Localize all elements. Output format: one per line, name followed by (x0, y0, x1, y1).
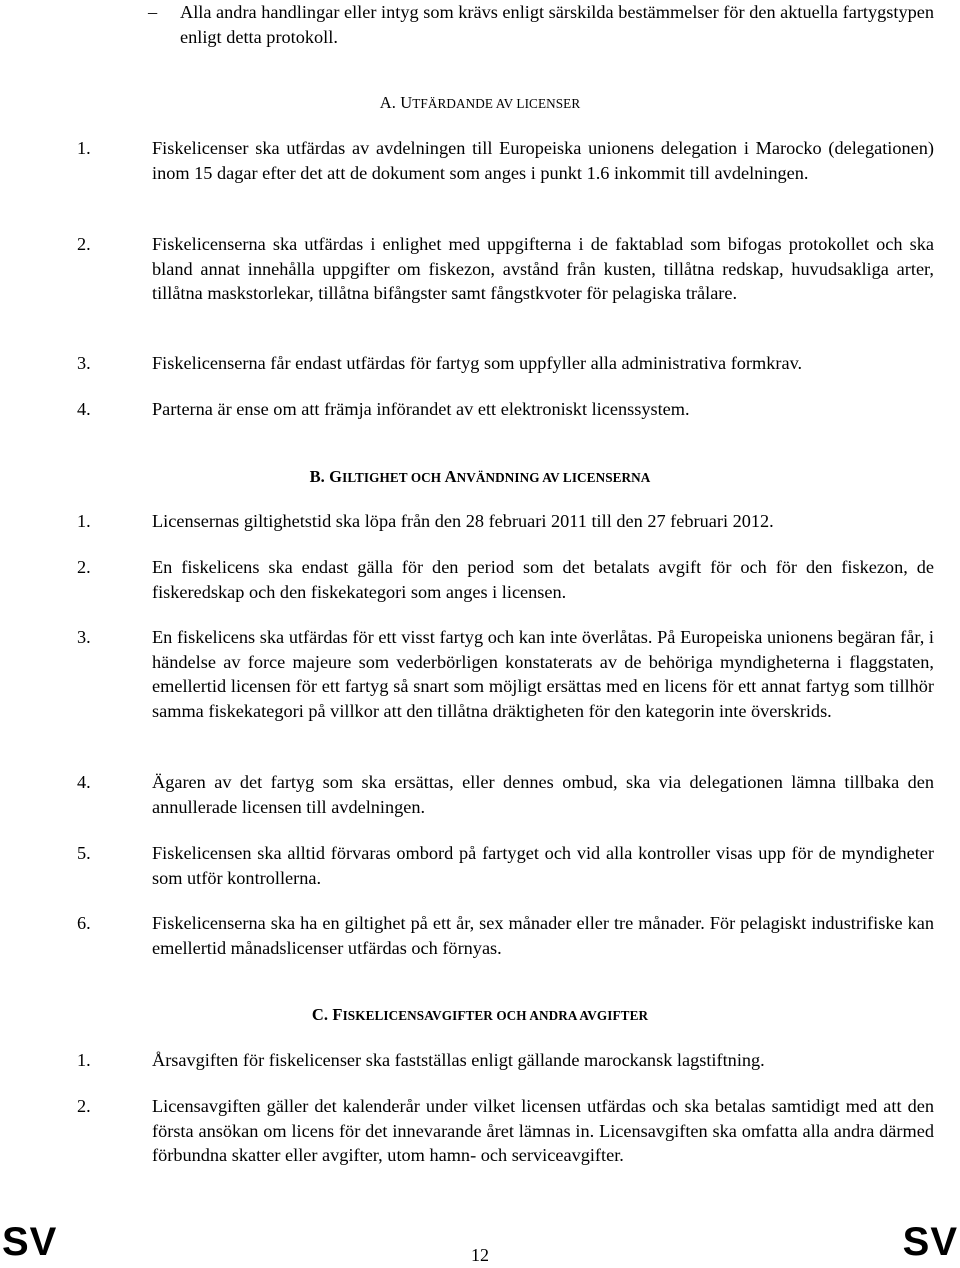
footer-language-left: SV (2, 1220, 58, 1264)
page-number: 12 (471, 1245, 489, 1265)
item-number: 1. (77, 1050, 91, 1070)
dash-marker: – (148, 2, 158, 22)
item-text: En fiskelicens ska endast gälla för den period som det betalats avgift för och för den fiskezon, de fiskeredskap och den fiskekategori som anges i licensen. (152, 557, 934, 602)
item-text: Fiskelicenserna ska utfärdas i enlighet med uppgifterna i de faktablad som bifogas protokollet och ska bland annat innehålla uppgifter om fiskezon, avstånd från kusten, tillåtna redskap, huvudsakliga arter, tillåtna maskstorlekar, tillåtna bifångster samt fångstkvoter för pelagiska trålare. (152, 234, 934, 303)
item-number: 4. (77, 399, 91, 419)
heading-initial: U (400, 93, 413, 112)
item-text: Fiskelicenserna får endast utfärdas för fartyg som uppfyller alla administrativa formkrav. (152, 353, 803, 373)
section-letter: C. (311, 1005, 329, 1024)
section-a-heading (0, 91, 960, 117)
footer-language-right: SV (902, 1220, 958, 1264)
section-b-heading (0, 465, 960, 491)
item-text: Fiskelicensen ska alltid förvaras ombord på fartyget och vid alla kontroller visas upp för de myndigheter som utför kontrollerna. (152, 843, 934, 888)
item-text: Årsavgiften för fiskelicenser ska fastställas enligt gällande marockansk lagstiftning. (152, 1050, 765, 1070)
heading-rest: ISKELICENSAVGIFTER (342, 1008, 497, 1023)
section-letter: A. (379, 93, 397, 112)
heading-initial: F (332, 1005, 343, 1024)
heading-rest: ILTIGHET (342, 470, 411, 485)
item-number: 1. (77, 138, 91, 158)
item-text: Ägaren av det fartyg som ska ersättas, eller dennes ombud, ska via delegationen lämna tillbaka den annullerade licensen till avdelningen. (152, 772, 934, 817)
item-text: En fiskelicens ska utfärdas för ett visst fartyg och kan inte överlåtas. På Europeiska unionens begäran får, i händelse av force majeure som vederbörligen konstaterats av de behöriga myndigheterna i flaggstaten, emellertid licensen för ett fartyg så snart som möjligt ersättas med en licens för ett annat fartyg som tillhör samma fiskekategori på villkor att den tillåtna dräktigheten för den kategorin inte överskrids. (152, 627, 934, 721)
item-number: 2. (77, 1096, 91, 1116)
section-letter: B. (309, 467, 325, 486)
item-text: Fiskelicenserna ska ha en giltighet på ett år, sex månader eller tre månader. För pelagiskt industrifiske kan emellertid månadslicenser utfärdas och förnyas. (152, 913, 934, 958)
heading-rest: ANDRA AVGIFTER (529, 1008, 649, 1023)
item-text: Licensernas giltighetstid ska löpa från den 28 februari 2011 till den 27 februari 2012. (152, 511, 774, 531)
section-c-heading (0, 1003, 960, 1029)
item-number: 3. (77, 627, 91, 647)
heading-initial: G (329, 467, 343, 486)
heading-rest: NVÄNDNING AV LICENSERNA (456, 470, 651, 485)
item-text: Alla andra handlingar eller intyg som krävs enligt särskilda bestämmelser för den aktuella fartygstypen enligt detta protokoll. (180, 2, 934, 47)
item-number: 3. (77, 353, 91, 373)
heading-conjunction: OCH (496, 1008, 530, 1023)
item-text: Fiskelicenser ska utfärdas av avdelningen till Europeiska unionens delegation i Marocko (delegationen) inom 15 dagar efter det att de dokument som anges i punkt 1.6 inkommit till avdelningen. (152, 138, 934, 183)
item-number: 6. (77, 913, 91, 933)
item-number: 1. (77, 511, 91, 531)
heading-rest: TFÄRDANDE AV LICENSER (412, 96, 581, 111)
item-text: Parterna är ense om att främja införandet av ett elektroniskt licenssystem. (152, 399, 690, 419)
item-number: 2. (77, 234, 91, 254)
item-number: 5. (77, 843, 91, 863)
item-number: 2. (77, 557, 91, 577)
item-text: Licensavgiften gäller det kalenderår under vilket licensen utfärdas och ska betalas samtidigt med att den första ansökan om licens för det innevarande året lämnas in. Licensavgiften ska omfatta alla andra därmed förbundna skatter eller avgifter, utom hamn- och serviceavgifter. (152, 1096, 934, 1165)
item-number: 4. (77, 772, 91, 792)
heading-conjunction: OCH (410, 470, 445, 485)
heading-initial: A (444, 467, 457, 486)
